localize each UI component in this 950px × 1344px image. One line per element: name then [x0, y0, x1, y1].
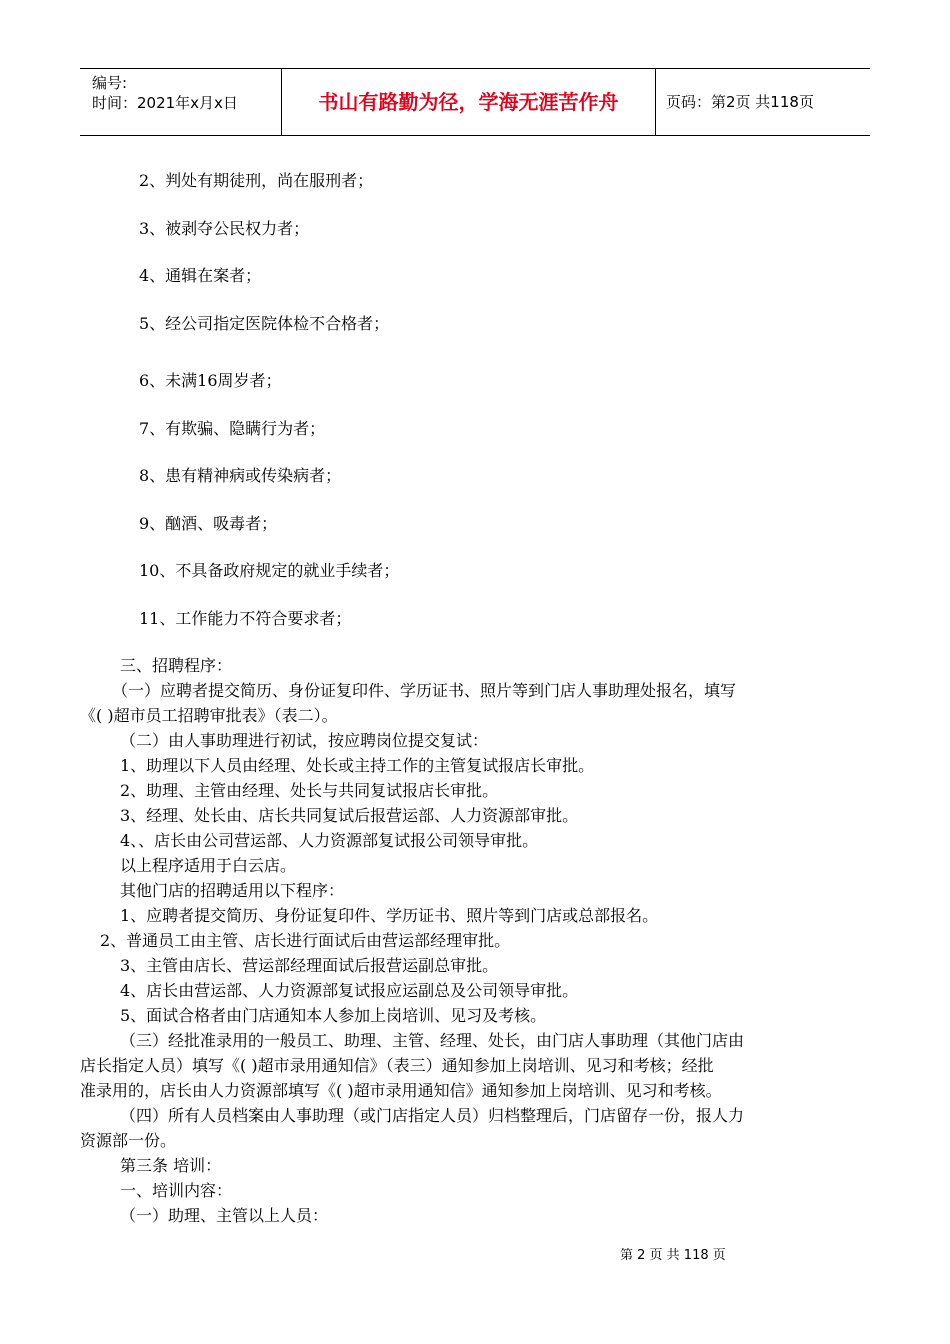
text-line: 11、工作能力不符合要求者；	[139, 609, 352, 628]
text-line: （二）由人事助理进行初试，按应聘岗位提交复试：	[120, 731, 489, 750]
section-heading: 三、招聘程序：	[120, 656, 233, 675]
text-line: 2、普通员工由主管、店长进行面试后由营运部经理审批。	[100, 931, 511, 950]
text-line: 5、面试合格者由门店通知本人参加上岗培训、见习及考核。	[120, 1006, 547, 1025]
text-line: 5、经公司指定医院体检不合格者；	[139, 314, 390, 333]
text-line: 4、、店长由公司营运部、人力资源部复试报公司领导审批。	[120, 831, 539, 850]
text-line: 一、培训内容：	[120, 1181, 233, 1200]
text-line: （一）助理、主管以上人员：	[120, 1206, 329, 1225]
text-line: 以上程序适用于白云店。	[120, 856, 297, 875]
text-line: 店长指定人员）填写《( )超市录用通知信》（表三）通知参加上岗培训、见习和考核；经批	[80, 1056, 714, 1075]
document-date: 时间：2021年x月x日	[92, 94, 238, 112]
document-number-label: 编号:	[92, 74, 128, 92]
text-line: （四）所有人员档案由人事助理（或门店指定人员）归档整理后，门店留存一份，报人力	[120, 1106, 745, 1125]
text-line: 8、患有精神病或传染病者；	[139, 466, 342, 485]
page-footer: 第 2 页 共 118 页	[620, 1248, 726, 1263]
text-line: 资源部一份。	[80, 1131, 177, 1150]
text-line: （三）经批准录用的一般员工、助理、主管、经理、处长，由门店人事助理（其他门店由	[120, 1031, 745, 1050]
text-line: 10、不具备政府规定的就业手续者；	[139, 561, 400, 580]
text-line: 2、判处有期徒刑，尚在服刑者；	[139, 171, 374, 190]
text-line: 1、应聘者提交简历、身份证复印件、学历证书、照片等到门店或总部报名。	[120, 906, 659, 925]
text-line: 9、酗酒、吸毒者；	[139, 514, 278, 533]
text-line: 2、助理、主管由经理、处长与共同复试报店长审批。	[120, 781, 499, 800]
header-page-info: 页码：第2页 共118页	[666, 93, 814, 111]
header-motto: 书山有路勤为径，学海无涯苦作舟	[282, 69, 656, 135]
text-line: （一）应聘者提交简历、身份证复印件、学历证书、照片等到门店人事助理处报名，填写	[112, 681, 737, 700]
text-line: 3、经理、处长由、店长共同复试后报营运部、人力资源部审批。	[120, 806, 579, 825]
text-line: 6、未满16周岁者；	[139, 371, 282, 390]
text-line: 7、有欺骗、隐瞒行为者；	[139, 419, 326, 438]
text-line: 其他门店的招聘适用以下程序：	[120, 881, 345, 900]
text-line: 准录用的，店长由人力资源部填写《( )超市录用通知信》通知参加上岗培训、见习和考核。	[80, 1081, 722, 1100]
page-header	[80, 68, 870, 136]
text-line: 3、被剥夺公民权力者；	[139, 219, 310, 238]
text-line: 4、店长由营运部、人力资源部复试报应运副总及公司领导审批。	[120, 981, 579, 1000]
text-line: 3、主管由店长、营运部经理面试后报营运副总审批。	[120, 956, 499, 975]
section-heading: 第三条 培训：	[120, 1156, 222, 1175]
text-line: 1、助理以下人员由经理、处长或主持工作的主管复试报店长审批。	[120, 756, 595, 775]
text-line: 4、通辑在案者；	[139, 266, 262, 285]
text-line: 《( )超市员工招聘审批表》（表二）。	[80, 706, 338, 725]
header-meta-cell	[80, 69, 282, 135]
